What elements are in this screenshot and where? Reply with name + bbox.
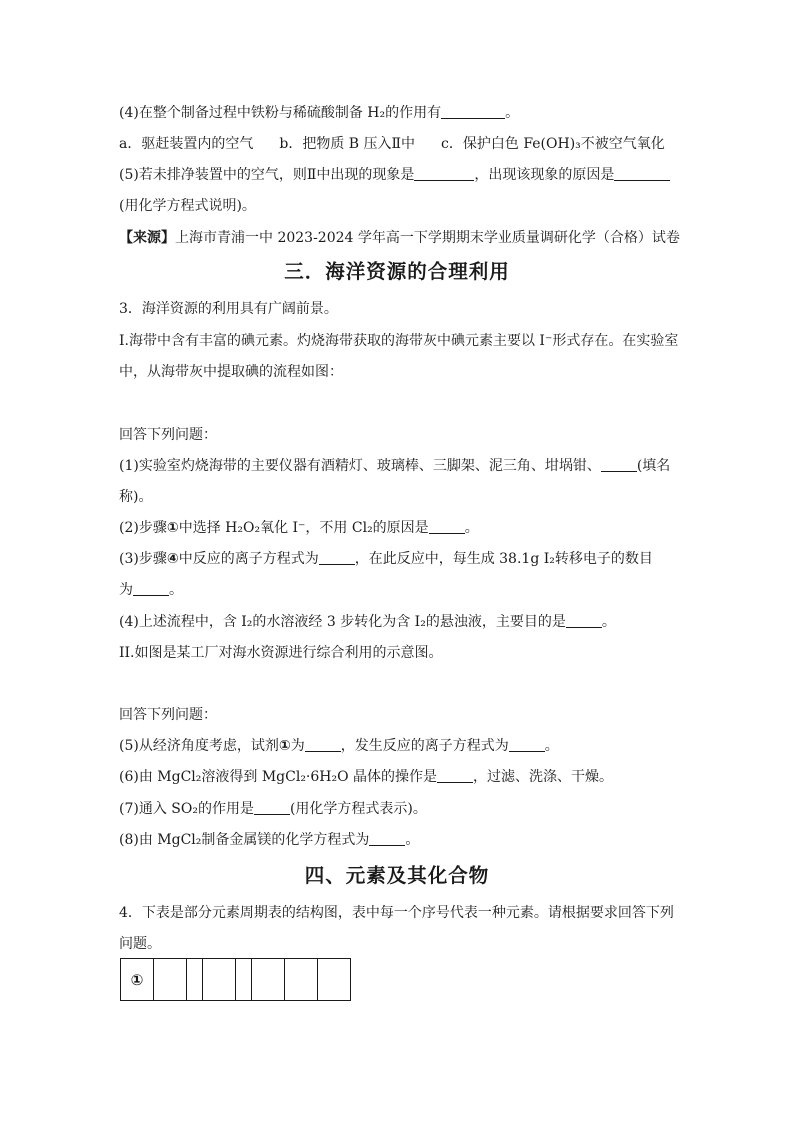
q2-item-4: (4)在整个制备过程中铁粉与稀硫酸制备 H₂的作用有 。 bbox=[119, 105, 520, 121]
source-text: 上海市青浦一中 2023-2024 学年高一下学期期末学业质量调研化学（合格）试卷 bbox=[175, 230, 680, 246]
answer-blank[interactable] bbox=[133, 581, 169, 596]
table-cell bbox=[318, 959, 351, 1001]
table-cell bbox=[154, 959, 187, 1001]
answer-blank[interactable] bbox=[369, 831, 405, 846]
answer-blank[interactable] bbox=[319, 550, 355, 565]
source-note bbox=[119, 228, 680, 248]
answer-blank[interactable] bbox=[601, 457, 637, 472]
option-c: c．保护白色 Fe(OH)₃不被空气氧化 bbox=[441, 136, 665, 152]
answer-blank[interactable] bbox=[566, 613, 602, 628]
answer-prompt: 回答下列问题： bbox=[119, 707, 217, 723]
q3-item-1: (1)实验室灼烧海带的主要仪器有酒精灯、玻璃棒、三脚架、泥三角、坩埚钳、 (填名 bbox=[119, 458, 671, 474]
step-number: ④ bbox=[166, 551, 179, 567]
q3-part2: II.如图是某工厂对海水资源进行综合利用的示意图。 bbox=[119, 645, 443, 661]
q3-intro: 3．海洋资源的利用具有广阔前景。 bbox=[119, 301, 338, 317]
table-cell: ① bbox=[121, 959, 154, 1001]
table-row bbox=[121, 959, 351, 1001]
answer-blank[interactable] bbox=[437, 768, 473, 783]
answer-prompt: 回答下列问题： bbox=[119, 427, 217, 443]
q3-part1-line2: 中，从海带灰中提取碘的流程如图： bbox=[119, 364, 343, 380]
table-cell bbox=[187, 959, 203, 1001]
q2-item-5: (5)若未排净装置中的空气，则Ⅱ中出现的现象是 ，出现该现象的原因是 bbox=[119, 165, 674, 185]
source-label: 【来源】 bbox=[119, 230, 175, 246]
section-heading-3: 三．海洋资源的合理利用 bbox=[284, 260, 510, 283]
q3-item-3: (3)步骤④中反应的离子方程式为 ，在此反应中，每生成 38.1g I₂转移电子的数目 bbox=[119, 551, 653, 567]
step-number: ① bbox=[166, 520, 179, 536]
reagent-number: ① bbox=[278, 738, 291, 754]
answer-blank[interactable] bbox=[441, 104, 505, 119]
answer-blank[interactable] bbox=[414, 166, 474, 181]
answer-blank[interactable] bbox=[429, 519, 465, 534]
q3-item-4: (4)上述流程中，含 I₂的水溶液经 3 步转化为含 I₂的悬浊液，主要目的是 。 bbox=[119, 614, 616, 630]
q3-item-6: (6)由 MgCl₂溶液得到 MgCl₂·6H₂O 晶体的操作是 ，过滤、洗涤、干燥。 bbox=[119, 769, 614, 785]
q4-line2: 问题。 bbox=[119, 936, 161, 952]
answer-blank[interactable] bbox=[509, 737, 545, 752]
answer-blank[interactable] bbox=[614, 166, 670, 181]
q2-options bbox=[119, 134, 674, 154]
table-cell bbox=[252, 959, 285, 1001]
option-a: a．驱赶装置内的空气 bbox=[119, 136, 254, 152]
q2-item-5-cont: (用化学方程式说明)。 bbox=[119, 198, 256, 214]
section-heading-4: 四、元素及其化合物 bbox=[304, 864, 490, 887]
table-cell bbox=[236, 959, 252, 1001]
table-cell bbox=[285, 959, 318, 1001]
q3-item-3-cont: 为 。 bbox=[119, 582, 183, 598]
periodic-table-fragment bbox=[120, 958, 351, 1001]
q3-item-7: (7)通入 SO₂的作用是 (用化学方程式表示)。 bbox=[119, 801, 427, 817]
q2-item-4-text: (4)在整个制备过程中铁粉与稀硫酸制备 H₂的作用有 bbox=[119, 105, 442, 121]
option-b: b．把物质 B 压入Ⅱ中 bbox=[279, 136, 416, 152]
answer-blank[interactable] bbox=[305, 737, 341, 752]
table-cell bbox=[203, 959, 236, 1001]
q3-item-8: (8)由 MgCl₂制备金属镁的化学方程式为 。 bbox=[119, 832, 420, 848]
q3-part1-line1: I.海带中含有丰富的碘元素。灼烧海带获取的海带灰中碘元素主要以 I⁻形式存在。在实验室 bbox=[119, 333, 679, 349]
q3-item-1-cont: 称)。 bbox=[119, 489, 153, 505]
q4-line1: 4．下表是部分元素周期表的结构图，表中每一个序号代表一种元素。请根据要求回答下列 bbox=[119, 905, 674, 921]
q3-item-5: (5)从经济角度考虑，试剂①为 ，发生反应的离子方程式为 。 bbox=[119, 738, 559, 754]
answer-blank[interactable] bbox=[254, 800, 290, 815]
q3-item-2: (2)步骤①中选择 H₂O₂氧化 I⁻，不用 Cl₂的原因是 。 bbox=[119, 520, 479, 536]
